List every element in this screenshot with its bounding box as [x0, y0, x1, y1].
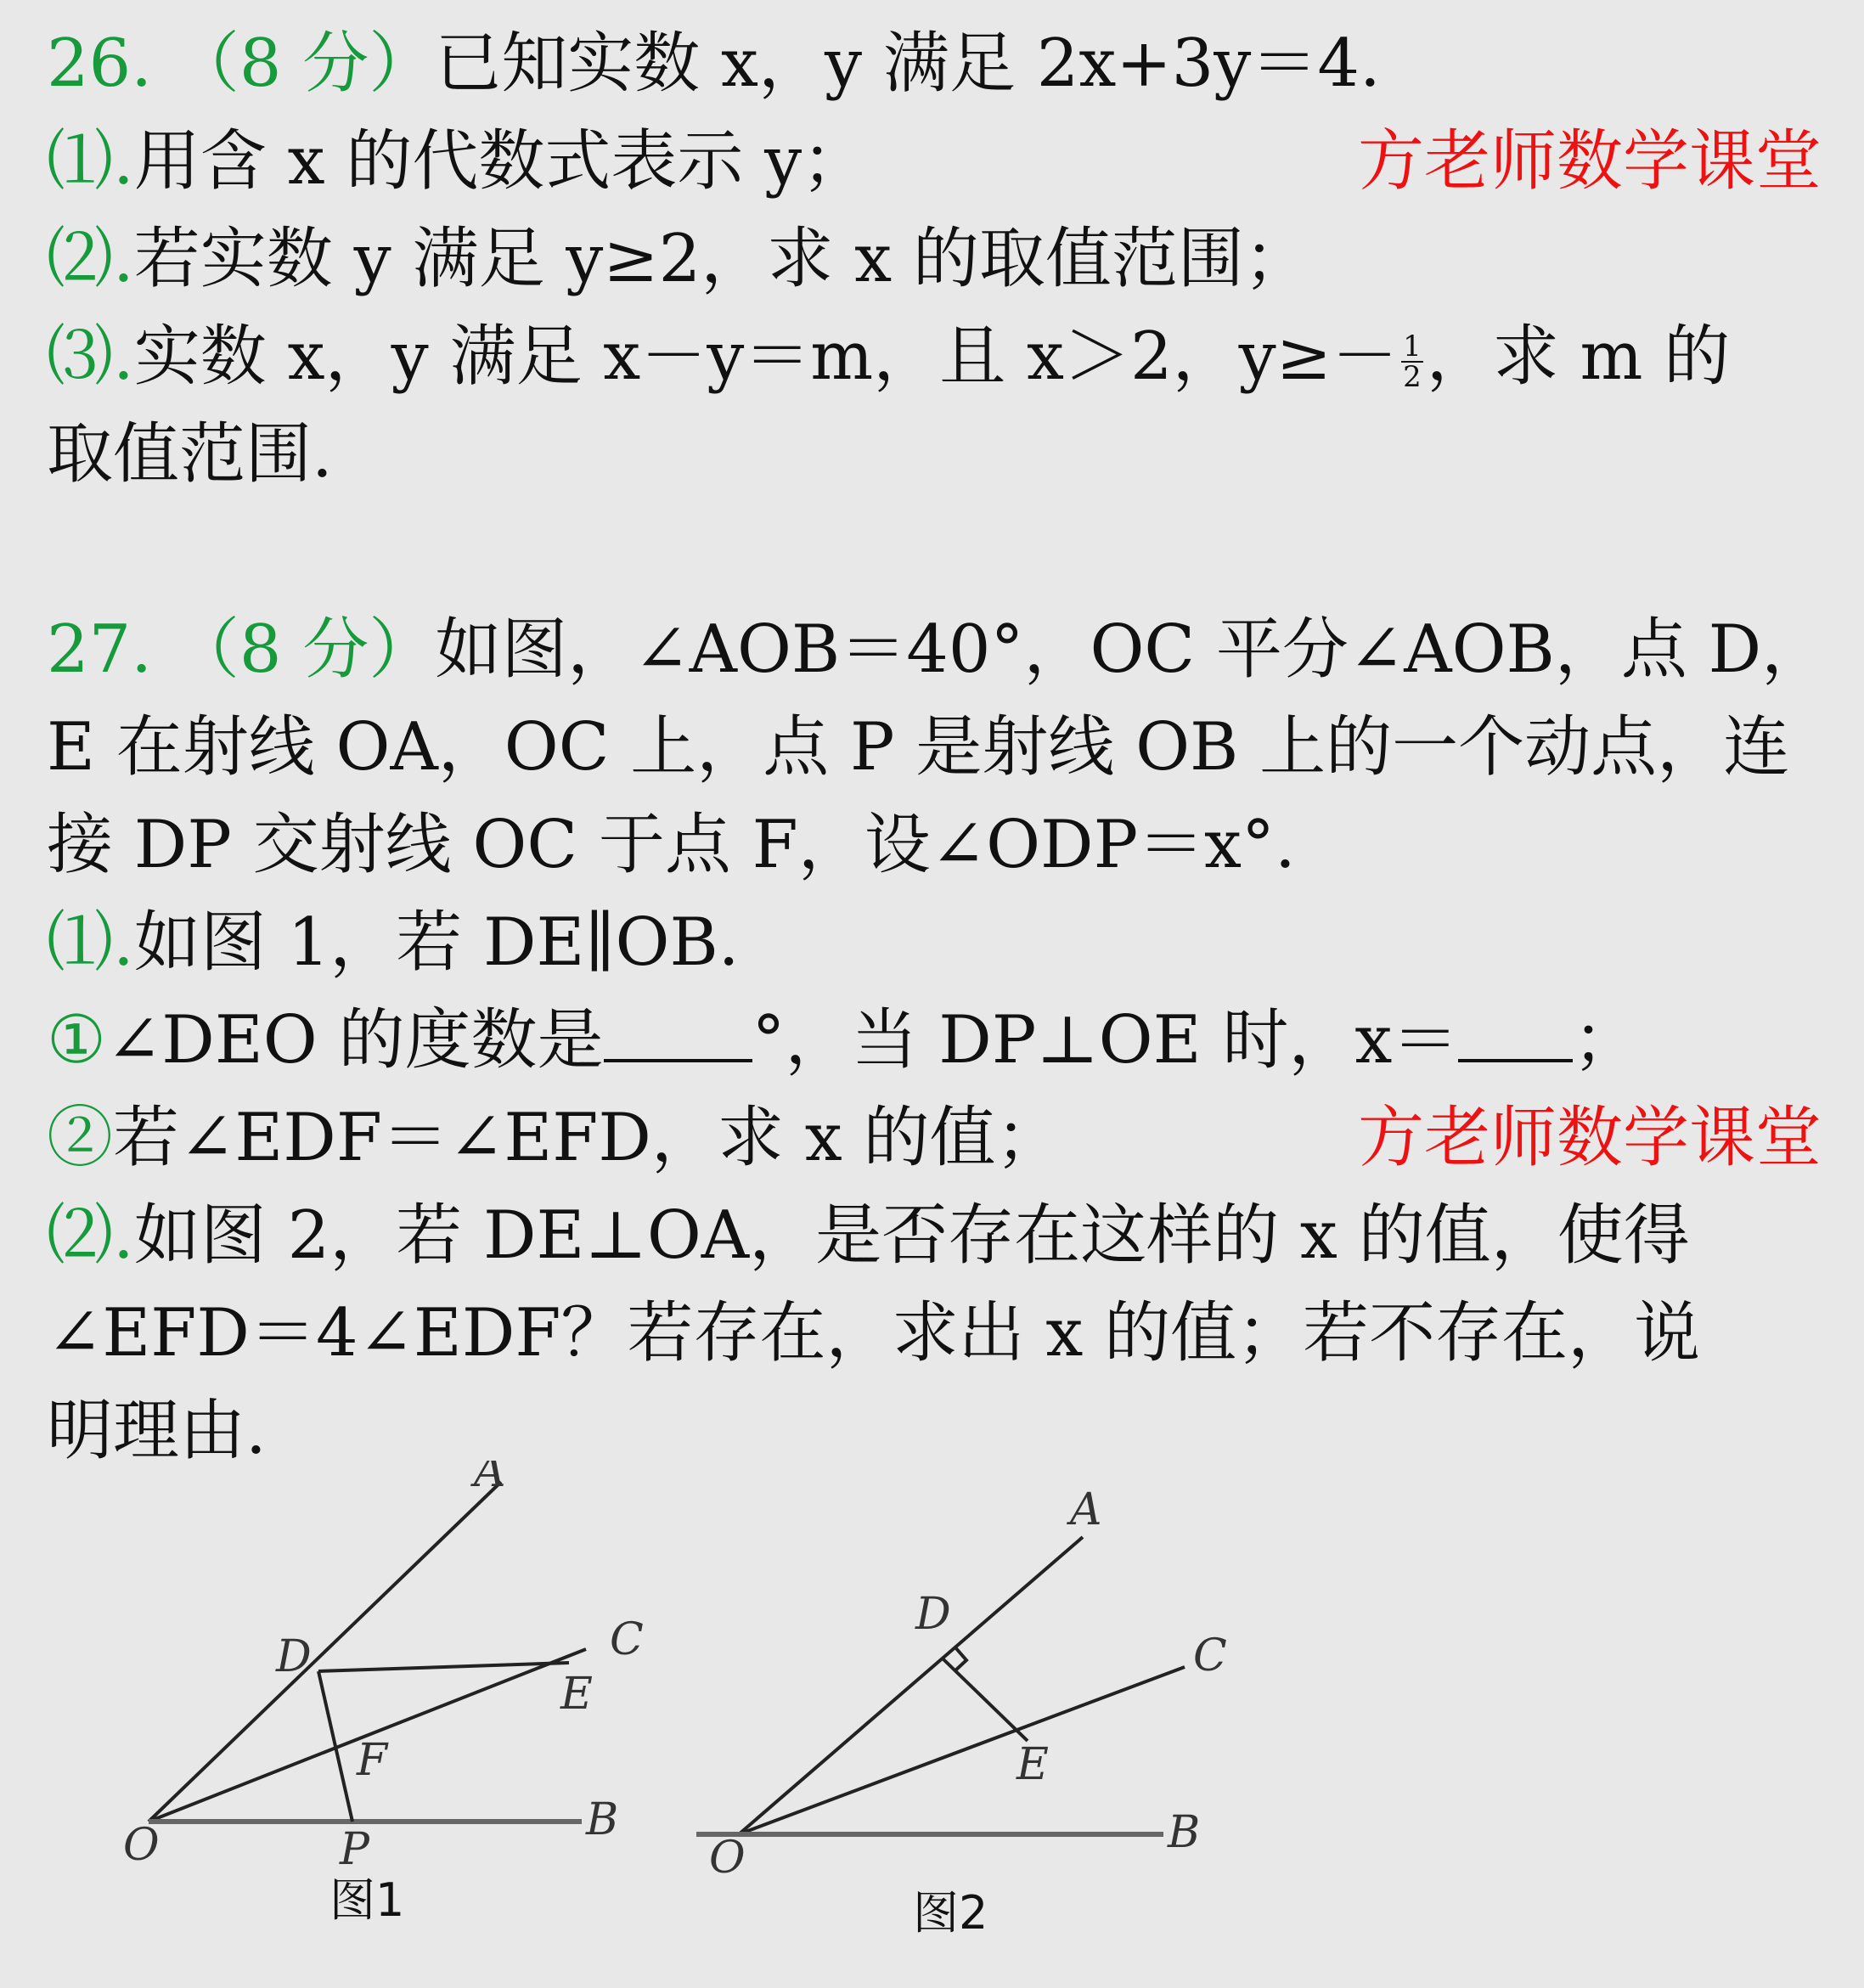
q26-part1: [47, 119, 868, 204]
label-P: P: [340, 1824, 369, 1875]
answer-blank-2: [1458, 1003, 1573, 1062]
q27-stem-1: 如图，∠AOB＝40°，OC 平分∠AOB，点 D，: [435, 611, 1828, 688]
q26-part3: [47, 314, 1730, 399]
label-B: B: [586, 1794, 619, 1845]
q26-part3-label: ⑶.: [47, 318, 134, 395]
q26-part1-label: ⑴.: [47, 123, 134, 200]
q27-sub2-text: 若∠EDF＝∠EFD，求 x 的值；: [113, 1100, 1062, 1176]
q27-part2-text-c: 明理由.: [47, 1393, 267, 1469]
q26-score: （8 分）: [172, 25, 436, 102]
fraction-denominator: 2: [1403, 359, 1422, 394]
label-C: C: [1193, 1630, 1227, 1681]
q27-sub1-text-a: ∠DEO 的度数是: [105, 1002, 604, 1078]
figure-1-caption: 图1: [329, 1873, 405, 1927]
q26-number: 26.: [47, 25, 153, 102]
q27-stem-line2: [47, 705, 1789, 790]
q27-part2-text-a: 如图 2，若 DE⊥OA，是否存在这样的 x 的值，使得: [133, 1197, 1690, 1274]
q26-stem: 已知实数 x，y 满足 2x+3y＝4.: [435, 25, 1381, 102]
label-F: F: [357, 1735, 388, 1786]
fraction-one-half: [1401, 329, 1423, 394]
label-B: B: [1168, 1807, 1201, 1858]
q26-part2-label: ⑵.: [47, 221, 134, 297]
label-D: D: [915, 1589, 951, 1640]
q27-sub1-text-b: °，当 DP⊥OE 时，x＝: [752, 1002, 1459, 1078]
figure-1: [110, 1461, 679, 1936]
label-C: C: [610, 1614, 644, 1665]
label-D: D: [276, 1631, 312, 1682]
label-O: O: [123, 1820, 160, 1871]
q27-part1-label: ⑴.: [47, 904, 134, 981]
q27-number: 27.: [47, 611, 153, 688]
answer-blank-1: [604, 1003, 752, 1062]
q27-score: （8 分）: [172, 611, 436, 688]
ray-OC: [739, 1667, 1185, 1834]
q27-part1-text: 如图 1，若 DE∥OB.: [133, 904, 740, 981]
q26-part3-text-c: 取值范围.: [47, 416, 333, 493]
ray-OA: [149, 1482, 501, 1822]
q27-stem-3: 接 DP 交射线 OC 于点 F，设∠ODP＝x°.: [47, 807, 1296, 883]
label-E: E: [560, 1669, 593, 1720]
q26-part3-cont: [47, 412, 333, 497]
q27-part2-label: ⑵.: [47, 1197, 134, 1274]
q27-sub2: [47, 1095, 1062, 1180]
segment-DP: [318, 1671, 352, 1822]
q27-part1: [47, 900, 740, 985]
q27-stem-line1: [47, 607, 1827, 692]
q26-part1-text: 用含 x 的代数式表示 y；: [133, 123, 869, 200]
watermark-2: 方老师数学课堂: [1357, 1100, 1822, 1176]
q26-part2-text: 若实数 y 满足 y≥2，求 x 的取值范围；: [133, 221, 1310, 297]
q27-sub1: [47, 998, 1639, 1083]
fraction-numerator: 1: [1403, 329, 1422, 363]
q27-part2-cont1: [47, 1291, 1700, 1376]
label-O: O: [709, 1833, 746, 1884]
q26-part3-text-b: ，求 m 的: [1426, 318, 1731, 395]
right-angle-mark: [955, 1647, 966, 1671]
figure-2: [696, 1473, 1257, 1949]
q26-stem-line: [47, 21, 1381, 106]
q27-part2: [47, 1193, 1690, 1278]
q27-sub1-text-c: ；: [1573, 1002, 1640, 1078]
q27-stem-line3: [47, 803, 1296, 887]
label-A: A: [1070, 1484, 1102, 1535]
label-A: A: [474, 1461, 506, 1497]
label-E: E: [1016, 1739, 1049, 1790]
figure-2-caption: 图2: [913, 1886, 988, 1940]
watermark-1: 方老师数学课堂: [1357, 123, 1822, 200]
q26-part3-text-a: 实数 x，y 满足 x－y＝m，且 x＞2，y≥－: [133, 318, 1399, 395]
q27-part2-text-b: ∠EFD＝4∠EDF？若存在，求出 x 的值；若不存在，说: [47, 1295, 1701, 1371]
q27-stem-2: E 在射线 OA，OC 上，点 P 是射线 OB 上的一个动点，连: [47, 709, 1790, 786]
q27-sub1-label: ①: [47, 1002, 106, 1078]
q27-sub2-label: ②: [47, 1100, 114, 1176]
q26-part2: [47, 217, 1310, 301]
